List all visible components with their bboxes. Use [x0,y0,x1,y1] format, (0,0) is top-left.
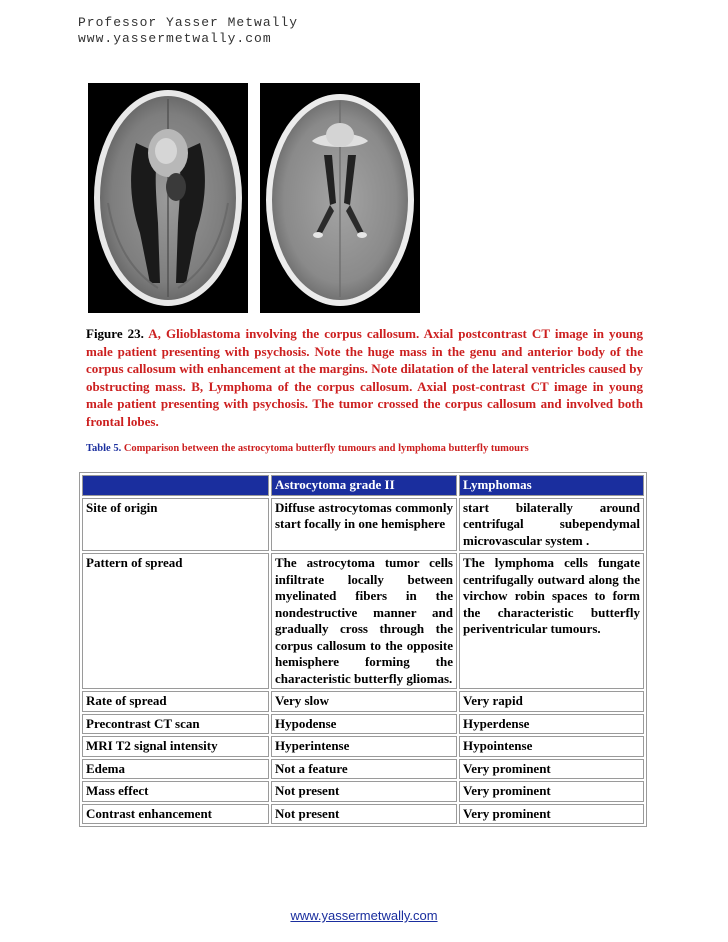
table-cell: Very prominent [459,804,644,825]
table-cell: Site of origin [82,498,269,552]
table-cell: Not a feature [271,759,457,780]
table-header-cell [82,475,269,496]
ct-scan-glioblastoma [88,83,248,313]
figure-caption [86,325,643,430]
table-row [82,759,644,780]
table-caption-text: Comparison between the astrocytoma butterfly tumours and lymphoma butterfly tumours [123,443,529,454]
table-cell: The lymphoma cells fungate centrifugally outward along the virchow robin spaces to form the characteristic butterfly periventricular tumours. [459,553,644,689]
table-header-cell: Lymphomas [459,475,644,496]
table-cell: Hyperdense [459,714,644,735]
table-row [82,804,644,825]
table-cell: Mass effect [82,781,269,802]
table-row [82,781,644,802]
table-cell: Very prominent [459,759,644,780]
table-cell: start bilaterally around centrifugal subependymal microvascular system . [459,498,644,552]
table-cell: Very prominent [459,781,644,802]
table-cell: MRI T2 signal intensity [82,736,269,757]
table-caption [86,443,529,454]
ct-image-b [260,83,420,313]
table-label: Table 5. [86,443,122,454]
table-cell: Hypodense [271,714,457,735]
table-row [82,498,644,552]
table-cell: Very rapid [459,691,644,712]
ct-image-a [88,83,248,313]
table-cell: Pattern of spread [82,553,269,689]
header-author: Professor Yasser Metwally [78,15,299,30]
table-header-cell: Astrocytoma grade II [271,475,457,496]
table-header-row [82,475,644,496]
table-cell: Not present [271,804,457,825]
table-cell: Edema [82,759,269,780]
table-cell: Very slow [271,691,457,712]
table-cell: Precontrast CT scan [82,714,269,735]
table-cell: Hyperintense [271,736,457,757]
figure-caption-text: A, Glioblastoma involving the corpus callosum. Axial postcontrast CT image in young male patient presenting with psychosis. Note the huge mass in the genu and anterior body of the corpus callosum with enhancement at the margins. Note dilatation of the lateral ventricles caused by obstructing mass. B, Lymphoma of the corpus callosum. Axial post-contrast CT image in young male patient presenting with psychosis. The tumor crossed the corpus callosum and involved both frontal lobes. [86,326,643,429]
table-row [82,714,644,735]
table-cell: The astrocytoma tumor cells infiltrate locally between myelinated fibers in the nondestructive manner and gradually cross through the corpus callosum to the opposite hemisphere forming the characteristic butterfly gliomas. [271,553,457,689]
table-row [82,553,644,689]
figure-label: Figure 23. [86,326,144,341]
comparison-table [79,472,647,827]
table-row [82,736,644,757]
table-cell: Hypointense [459,736,644,757]
footer-website-link[interactable]: www.yassermetwally.com [290,908,438,923]
table-row [82,691,644,712]
ct-scan-lymphoma [260,83,420,313]
table-cell: Not present [271,781,457,802]
page-header [78,15,298,47]
table-cell: Rate of spread [82,691,269,712]
table-cell: Diffuse astrocytomas commonly start focally in one hemisphere [271,498,457,552]
header-website: www.yassermetwally.com [78,31,272,46]
table-cell: Contrast enhancement [82,804,269,825]
